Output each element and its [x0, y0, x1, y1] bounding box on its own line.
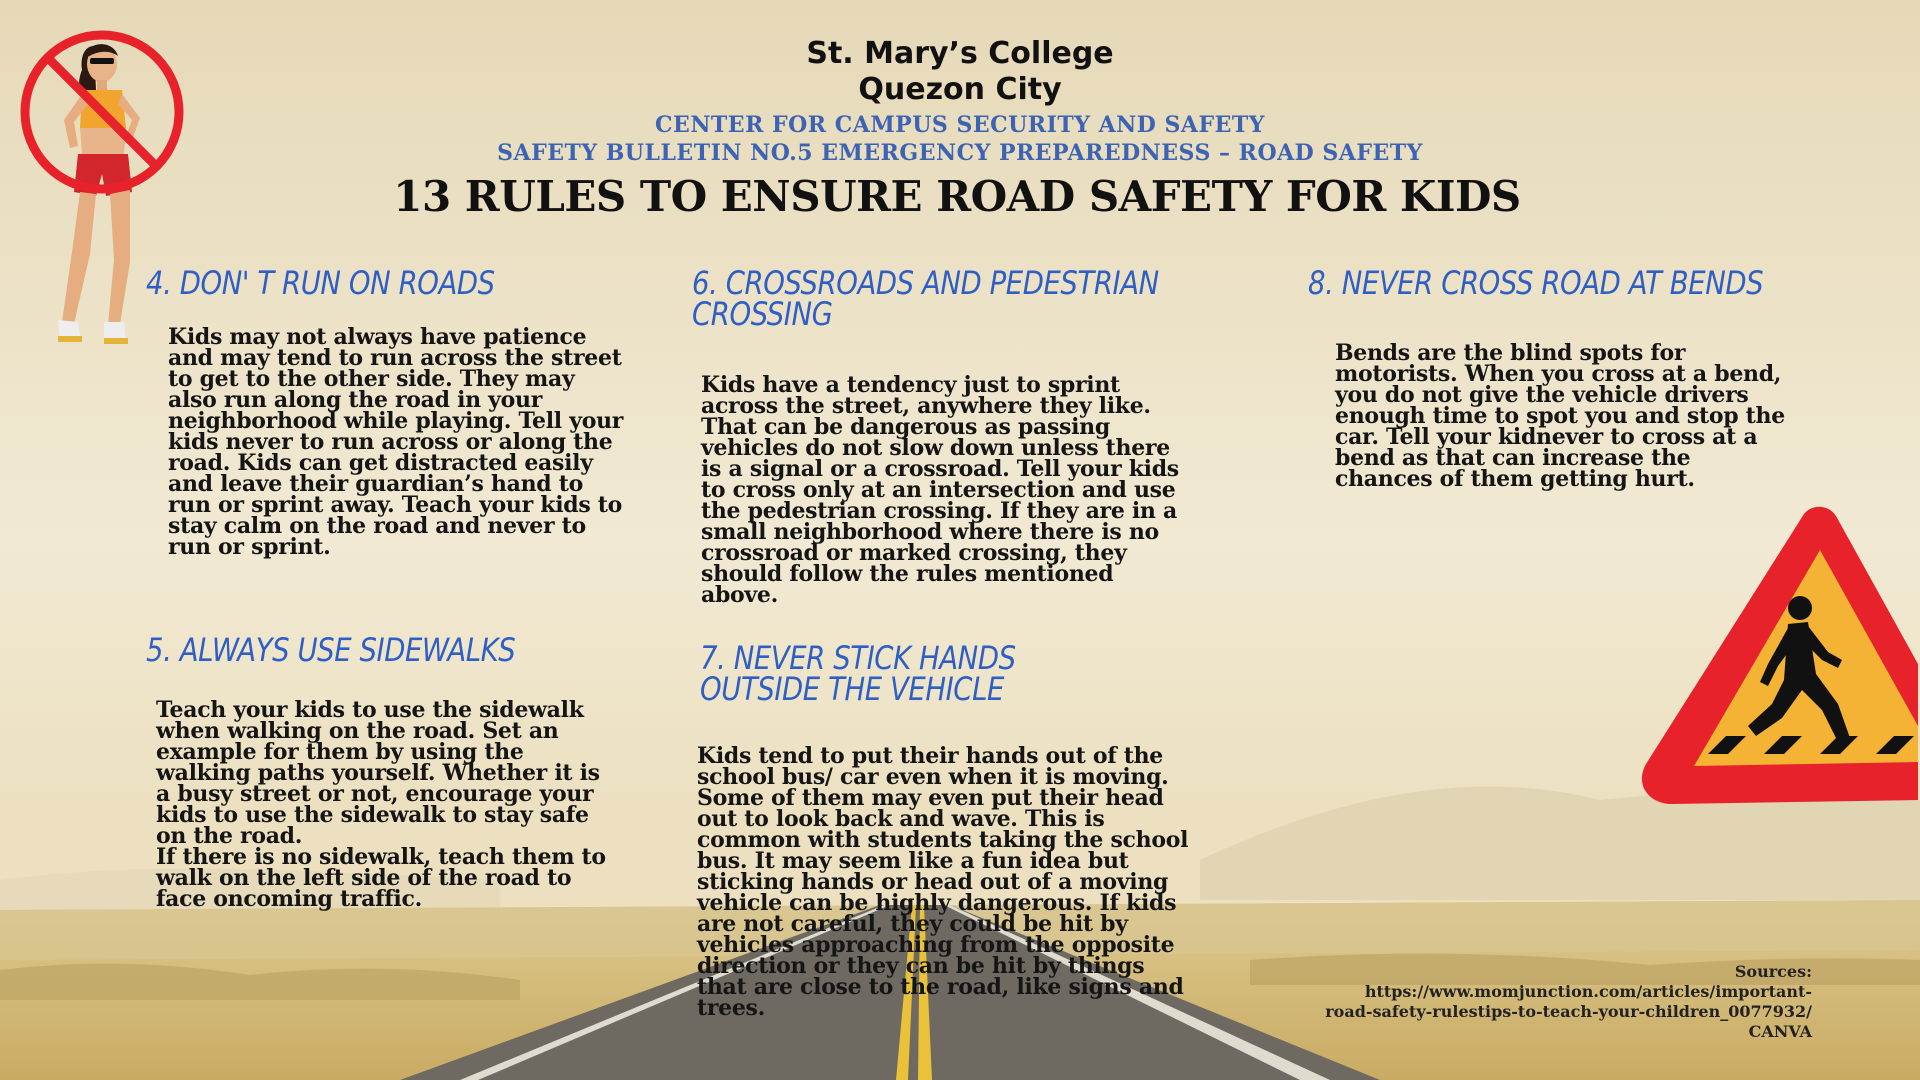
sources-line-3: CANVA: [1748, 1022, 1812, 1041]
college-city: Quezon City: [858, 72, 1062, 107]
rule-7-body: Kids tend to put their hands out of the school bus/ car even when it is moving. Some of them may even put their head out to look back and wave. This is common with students taking the school bus. It may seem like a fun idea but sticking hands or head out of a moving vehicle can be highly dangerous. If kids are not careful, they could be hit by vehicles approaching from the opposite direction or they can be hit by things that are close to the road, like signs and trees.: [697, 743, 1189, 1021]
rule-4-body: Kids may not always have patience and may tend to run across the street to get to the other side. They may also run along the road in your neighborhood while playing. Tell your kids never to run across or along the road. Kids can get distracted easily and leave their guardian’s hand to run or sprint away. Teach your kids to stay calm on the road and never to run or sprint.: [168, 324, 624, 560]
pedestrian-crossing-sign-icon: [1632, 504, 1920, 810]
sources-line-1: https://www.momjunction.com/articles/important-: [1364, 982, 1812, 1001]
rule-4-title: 4. DON' T RUN ON ROADS: [146, 264, 495, 302]
rule-7-title-line1: 7. NEVER STICK HANDS: [700, 639, 1016, 677]
no-running-icon: [14, 24, 189, 359]
sources-line-2: road-safety-rulestips-to-teach-your-children_0077932/: [1325, 1002, 1812, 1021]
bulletin-title: SAFETY BULLETIN NO.5 EMERGENCY PREPAREDNESS – ROAD SAFETY: [497, 140, 1423, 166]
rule-5-body: Teach your kids to use the sidewalk when walking on the road. Set an example for them by using the walking paths yourself. Whether it is a busy street or not, encourage your kids to use the sidewalk to stay safe on the road. If there is no sidewalk, teach them to walk on the left side of the road to face oncoming traffic.: [156, 697, 606, 912]
rule-8-body: Bends are the blind spots for motorists. When you cross at a bend, you do not give the vehicle drivers enough time to spot you and stop the car. Tell your kidnever to cross at a bend as that can increase the chances of them getting hurt.: [1335, 340, 1785, 492]
page-title: 13 RULES TO ENSURE ROAD SAFETY FOR KIDS: [393, 172, 1521, 221]
rule-7-title-line2: OUTSIDE THE VEHICLE: [700, 670, 1004, 708]
rule-6-body: Kids have a tendency just to sprint across the street, anywhere they like. That can be dangerous as passing vehicles do not slow down unless there is a signal or a crossroad. Tell your kids to cross only at an intersection and use the pedestrian crossing. If they are in a small neighborhood where there is no crossroad or marked crossing, they should follow the rules mentioned above.: [701, 372, 1179, 608]
sources-block: [1172, 962, 1812, 1042]
sources-label: Sources:: [1734, 962, 1812, 981]
rule-8-title: 8. NEVER CROSS ROAD AT BENDS: [1308, 264, 1764, 302]
college-name: St. Mary’s College: [806, 36, 1114, 71]
rule-5-title: 5. ALWAYS USE SIDEWALKS: [146, 631, 516, 669]
rule-6-title-line2: CROSSING: [692, 295, 833, 333]
rule-6-title-line1: 6. CROSSROADS AND PEDESTRIAN: [692, 264, 1159, 302]
center-name: CENTER FOR CAMPUS SECURITY AND SAFETY: [655, 112, 1265, 138]
